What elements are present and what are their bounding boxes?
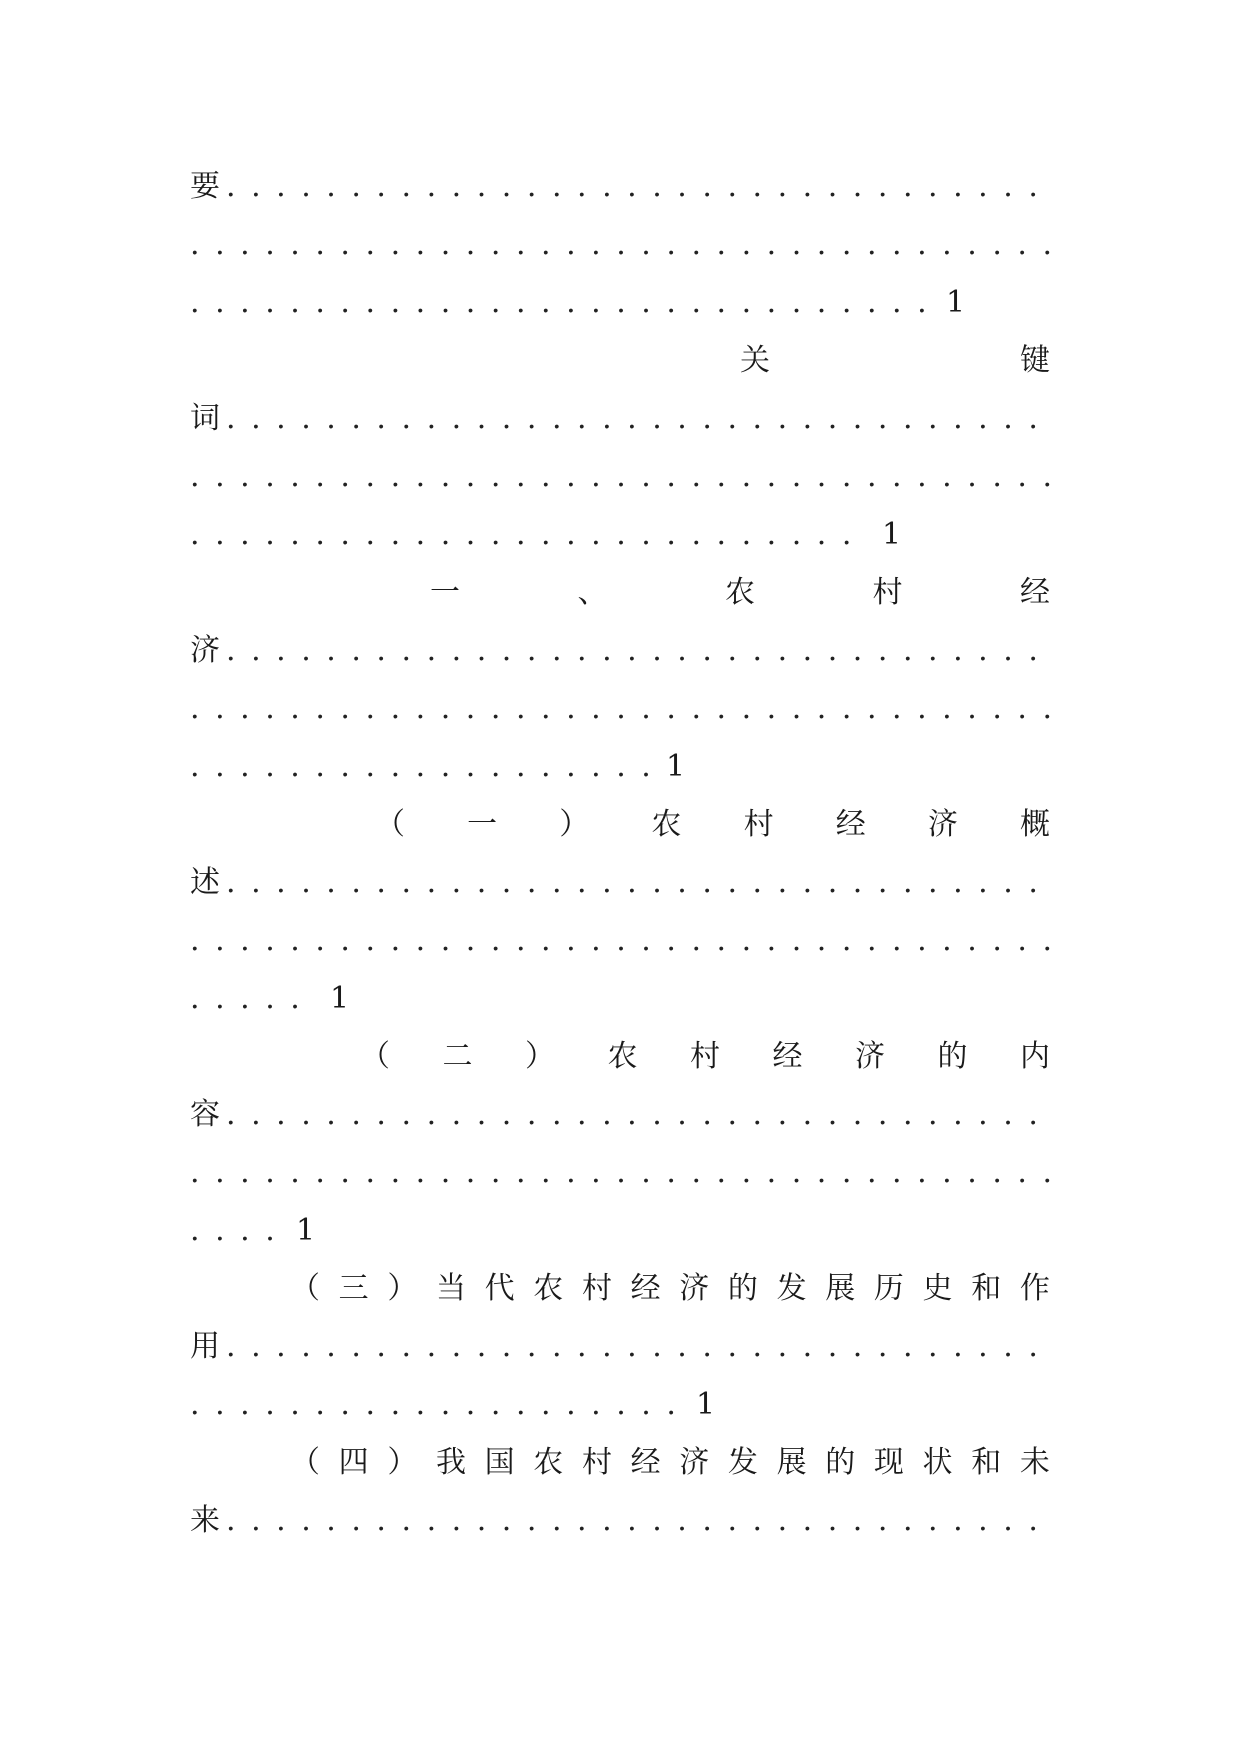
toc-entry-1-head — [190, 332, 1050, 390]
dot-leader — [226, 1492, 1050, 1550]
toc-entry-0-tail[interactable] — [190, 158, 1050, 216]
toc-char: （ — [375, 807, 405, 842]
dot-leader — [226, 622, 1050, 680]
toc-page-number: 1 — [946, 285, 966, 320]
toc-char: 作 — [1019, 1271, 1050, 1306]
toc-entry-2-page-line — [190, 738, 1050, 796]
toc-char: 济 — [679, 1271, 710, 1306]
toc-char: 村 — [690, 1039, 720, 1074]
toc-char: 展 — [776, 1445, 807, 1480]
toc-char: 村 — [872, 575, 903, 610]
toc-char: ） — [387, 1271, 418, 1306]
toc-char: （ — [360, 1039, 390, 1074]
toc-char: 展 — [825, 1271, 856, 1306]
toc-char: 关 — [740, 343, 770, 378]
dot-leader — [190, 274, 930, 332]
toc-entry-5-tail[interactable] — [190, 1318, 1050, 1376]
toc-entry-tail-text: 容 — [190, 1097, 220, 1132]
dot-leader — [226, 1318, 1050, 1376]
toc-char: 的 — [825, 1445, 856, 1480]
toc-char: 现 — [873, 1445, 904, 1480]
toc-char: 经 — [1020, 575, 1050, 610]
dot-leader — [190, 506, 866, 564]
toc-char: 发 — [727, 1445, 758, 1480]
toc-char: 当 — [435, 1271, 466, 1306]
toc-char: 四 — [338, 1445, 369, 1480]
toc-char: 和 — [971, 1271, 1002, 1306]
toc-char: 一 — [430, 575, 460, 610]
toc-char: 经 — [630, 1445, 661, 1480]
toc-char: 的 — [937, 1039, 968, 1074]
dot-leader — [190, 1202, 280, 1260]
toc-entry-0-page-line — [190, 274, 1050, 332]
toc-entry-3-head — [190, 796, 1050, 854]
toc-entry-1-page-line — [190, 506, 1050, 564]
toc-entry-4-head — [190, 1028, 1050, 1086]
toc-char: ） — [525, 1039, 555, 1074]
toc-entry-tail-text: 用 — [190, 1329, 220, 1364]
toc-char: 农 — [533, 1271, 564, 1306]
toc-page-number: 1 — [330, 981, 350, 1016]
toc-char: 经 — [835, 807, 866, 842]
toc-page-number: 1 — [696, 1387, 716, 1422]
toc-char: （ — [290, 1271, 320, 1306]
toc-char: 发 — [776, 1271, 807, 1306]
toc-char: 史 — [922, 1271, 953, 1306]
dot-leader — [190, 1376, 680, 1434]
toc-char: （ — [290, 1445, 320, 1480]
toc-char: 农 — [607, 1039, 638, 1074]
toc-entry-4-tail[interactable] — [190, 1086, 1050, 1144]
dot-leader-line — [190, 448, 1050, 506]
toc-entry-3-page-line — [190, 970, 1050, 1028]
toc-page-number: 1 — [882, 517, 902, 552]
toc-entry-1-tail[interactable] — [190, 390, 1050, 448]
toc-char: ） — [559, 807, 590, 842]
toc-char: 村 — [743, 807, 774, 842]
toc-char: 历 — [873, 1271, 904, 1306]
dot-leader-line — [190, 912, 1050, 970]
toc-page-number: 1 — [296, 1213, 316, 1248]
toc-entry-3-tail[interactable] — [190, 854, 1050, 912]
dot-leader — [226, 1086, 1050, 1144]
dot-leader-line — [190, 680, 1050, 738]
dot-leader — [226, 390, 1050, 448]
toc-char: 农 — [651, 807, 682, 842]
toc-char: 代 — [484, 1271, 515, 1306]
toc-char: 经 — [630, 1271, 661, 1306]
dot-leader-line — [190, 216, 1050, 274]
toc-entry-6-head — [190, 1434, 1050, 1492]
toc-entry-2-tail[interactable] — [190, 622, 1050, 680]
toc-char: 三 — [338, 1271, 369, 1306]
toc-char: 村 — [581, 1445, 612, 1480]
toc-char: 、 — [577, 575, 608, 610]
toc-entry-5-page-line — [190, 1376, 1050, 1434]
toc-char: 农 — [725, 575, 755, 610]
toc-char: 我 — [435, 1445, 466, 1480]
toc-char: 一 — [467, 807, 498, 842]
dot-leader — [190, 970, 314, 1028]
toc-char: 概 — [1019, 807, 1050, 842]
toc-char: 二 — [442, 1039, 473, 1074]
toc-entry-4-page-line — [190, 1202, 1050, 1260]
toc-char: 内 — [1020, 1039, 1050, 1074]
toc-entry-6-tail[interactable] — [190, 1492, 1050, 1550]
toc-entry-tail-text: 济 — [190, 633, 220, 668]
toc-entry-tail-text: 述 — [190, 865, 220, 900]
toc-entry-2-head — [190, 564, 1050, 622]
toc-char: 村 — [581, 1271, 612, 1306]
toc-char: 国 — [484, 1445, 515, 1480]
toc-page-number: 1 — [666, 749, 686, 784]
toc-entry-tail-text: 来 — [190, 1503, 220, 1538]
toc-char: 济 — [679, 1445, 710, 1480]
toc-char: ） — [387, 1445, 418, 1480]
toc-char: 农 — [533, 1445, 564, 1480]
toc-entry-tail-text: 要 — [190, 169, 220, 204]
toc-entry-tail-text: 词 — [190, 401, 220, 436]
toc-char: 键 — [1020, 343, 1050, 378]
toc-char: 的 — [727, 1271, 758, 1306]
dot-leader-line — [190, 1144, 1050, 1202]
toc-char: 济 — [855, 1039, 885, 1074]
toc-entry-5-head — [190, 1260, 1050, 1318]
toc-char: 和 — [971, 1445, 1002, 1480]
toc-char: 状 — [922, 1445, 953, 1480]
dot-leader — [226, 854, 1050, 912]
dot-leader — [226, 158, 1050, 216]
toc-char: 济 — [927, 807, 958, 842]
toc-char: 未 — [1019, 1445, 1050, 1480]
dot-leader — [190, 738, 650, 796]
toc-char: 经 — [772, 1039, 803, 1074]
